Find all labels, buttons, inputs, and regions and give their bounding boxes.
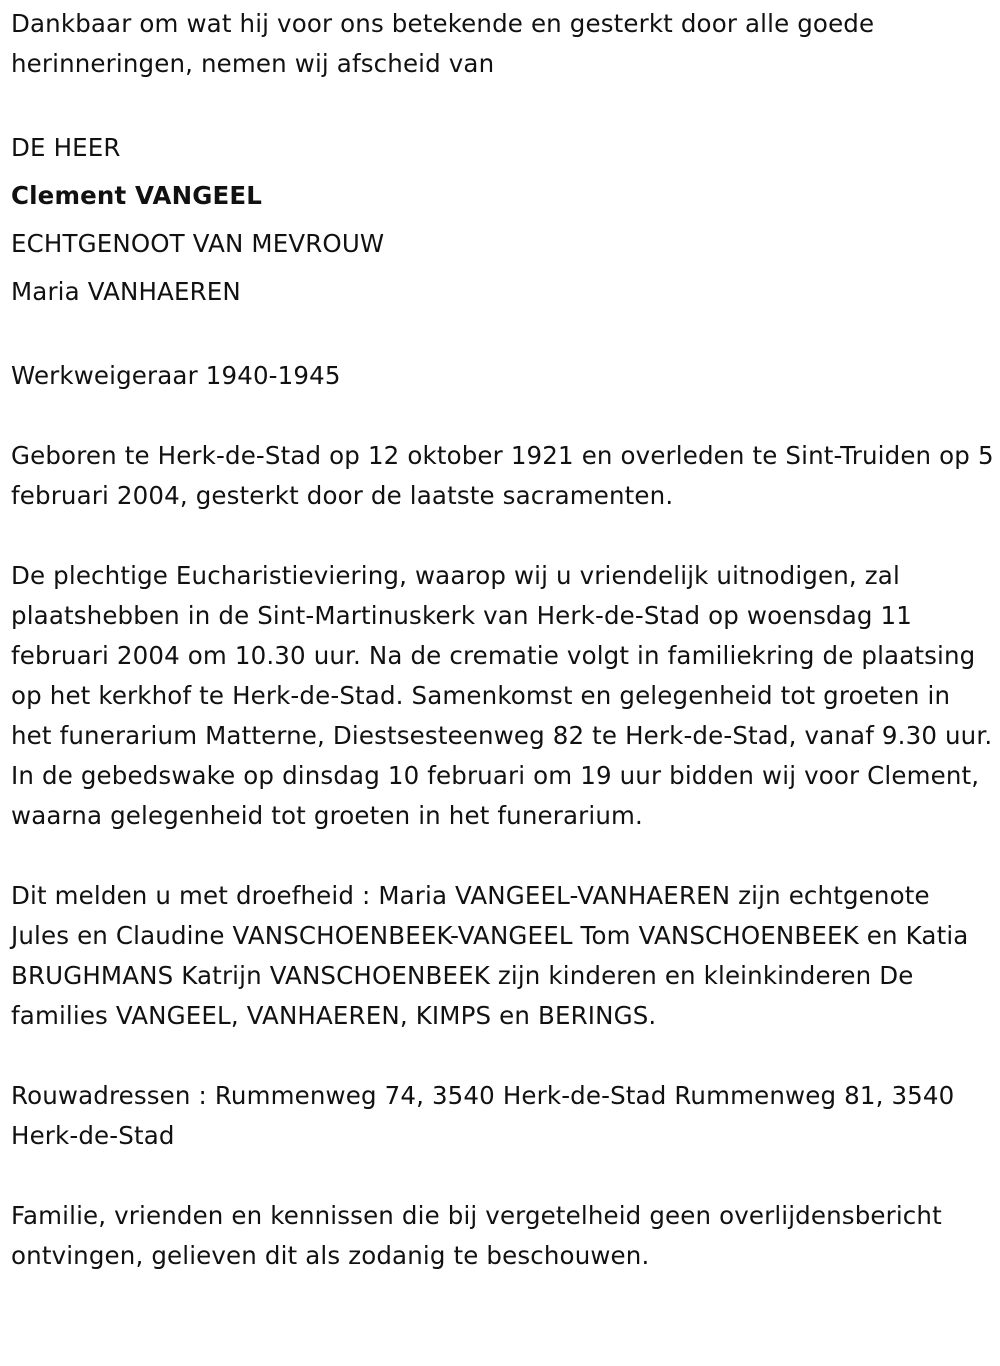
spouse-name: Maria VANHAEREN [11, 277, 241, 306]
deceased-name: Clement VANGEEL [11, 181, 263, 210]
announcement-paragraph: Dit melden u met droefheid : Maria VANGEEL-VANHAEREN zijn echtgenote Jules en Claudine VANSCHOENBEEK-VANGEEL Tom VANSCHOENBEEK en Katia BRUGHMANS Katrijn VANSCHOENBEEK zijn kinderen en kleinkinderen De families VANGEEL, VANHAEREN, KIMPS en BERINGS. [11, 881, 969, 1030]
spouse-label: ECHTGENOOT VAN MEVROUW [11, 229, 385, 258]
war-note: Werkweigeraar 1940-1945 [11, 361, 341, 390]
intro-paragraph: Dankbaar om wat hij voor ons betekende en gesterkt door alle goede herinneringen, nemen wij afscheid van [11, 9, 875, 78]
closing-paragraph: Familie, vrienden en kennissen die bij vergetelheid geen overlijdensbericht ontvingen, gelieven dit als zodanig te beschouwen. [11, 1201, 942, 1270]
honorific: DE HEER [11, 133, 121, 162]
addresses-paragraph: Rouwadressen : Rummenweg 74, 3540 Herk-de-Stad Rummenweg 81, 3540 Herk-de-Stad [11, 1081, 955, 1150]
ceremony-paragraph: De plechtige Eucharistieviering, waarop wij u vriendelijk uitnodigen, zal plaatshebben in de Sint-Martinuskerk van Herk-de-Stad op woensdag 11 februari 2004 om 10.30 uur. Na de crematie volgt in familiekring de plaatsing op het kerkhof te Herk-de-Stad. Samenkomst en gelegenheid tot groeten in het funerarium Matterne, Diestsesteenweg 82 te Herk-de-Stad, vanaf 9.30 uur. In de gebedswake op dinsdag 10 februari om 19 uur bidden wij voor Clement, waarna gelegenheid tot groeten in het funerarium. [11, 561, 993, 830]
birth-death-paragraph: Geboren te Herk-de-Stad op 12 oktober 1921 en overleden te Sint-Truiden op 5 februari 2004, gesterkt door de laatste sacramenten. [11, 441, 994, 510]
